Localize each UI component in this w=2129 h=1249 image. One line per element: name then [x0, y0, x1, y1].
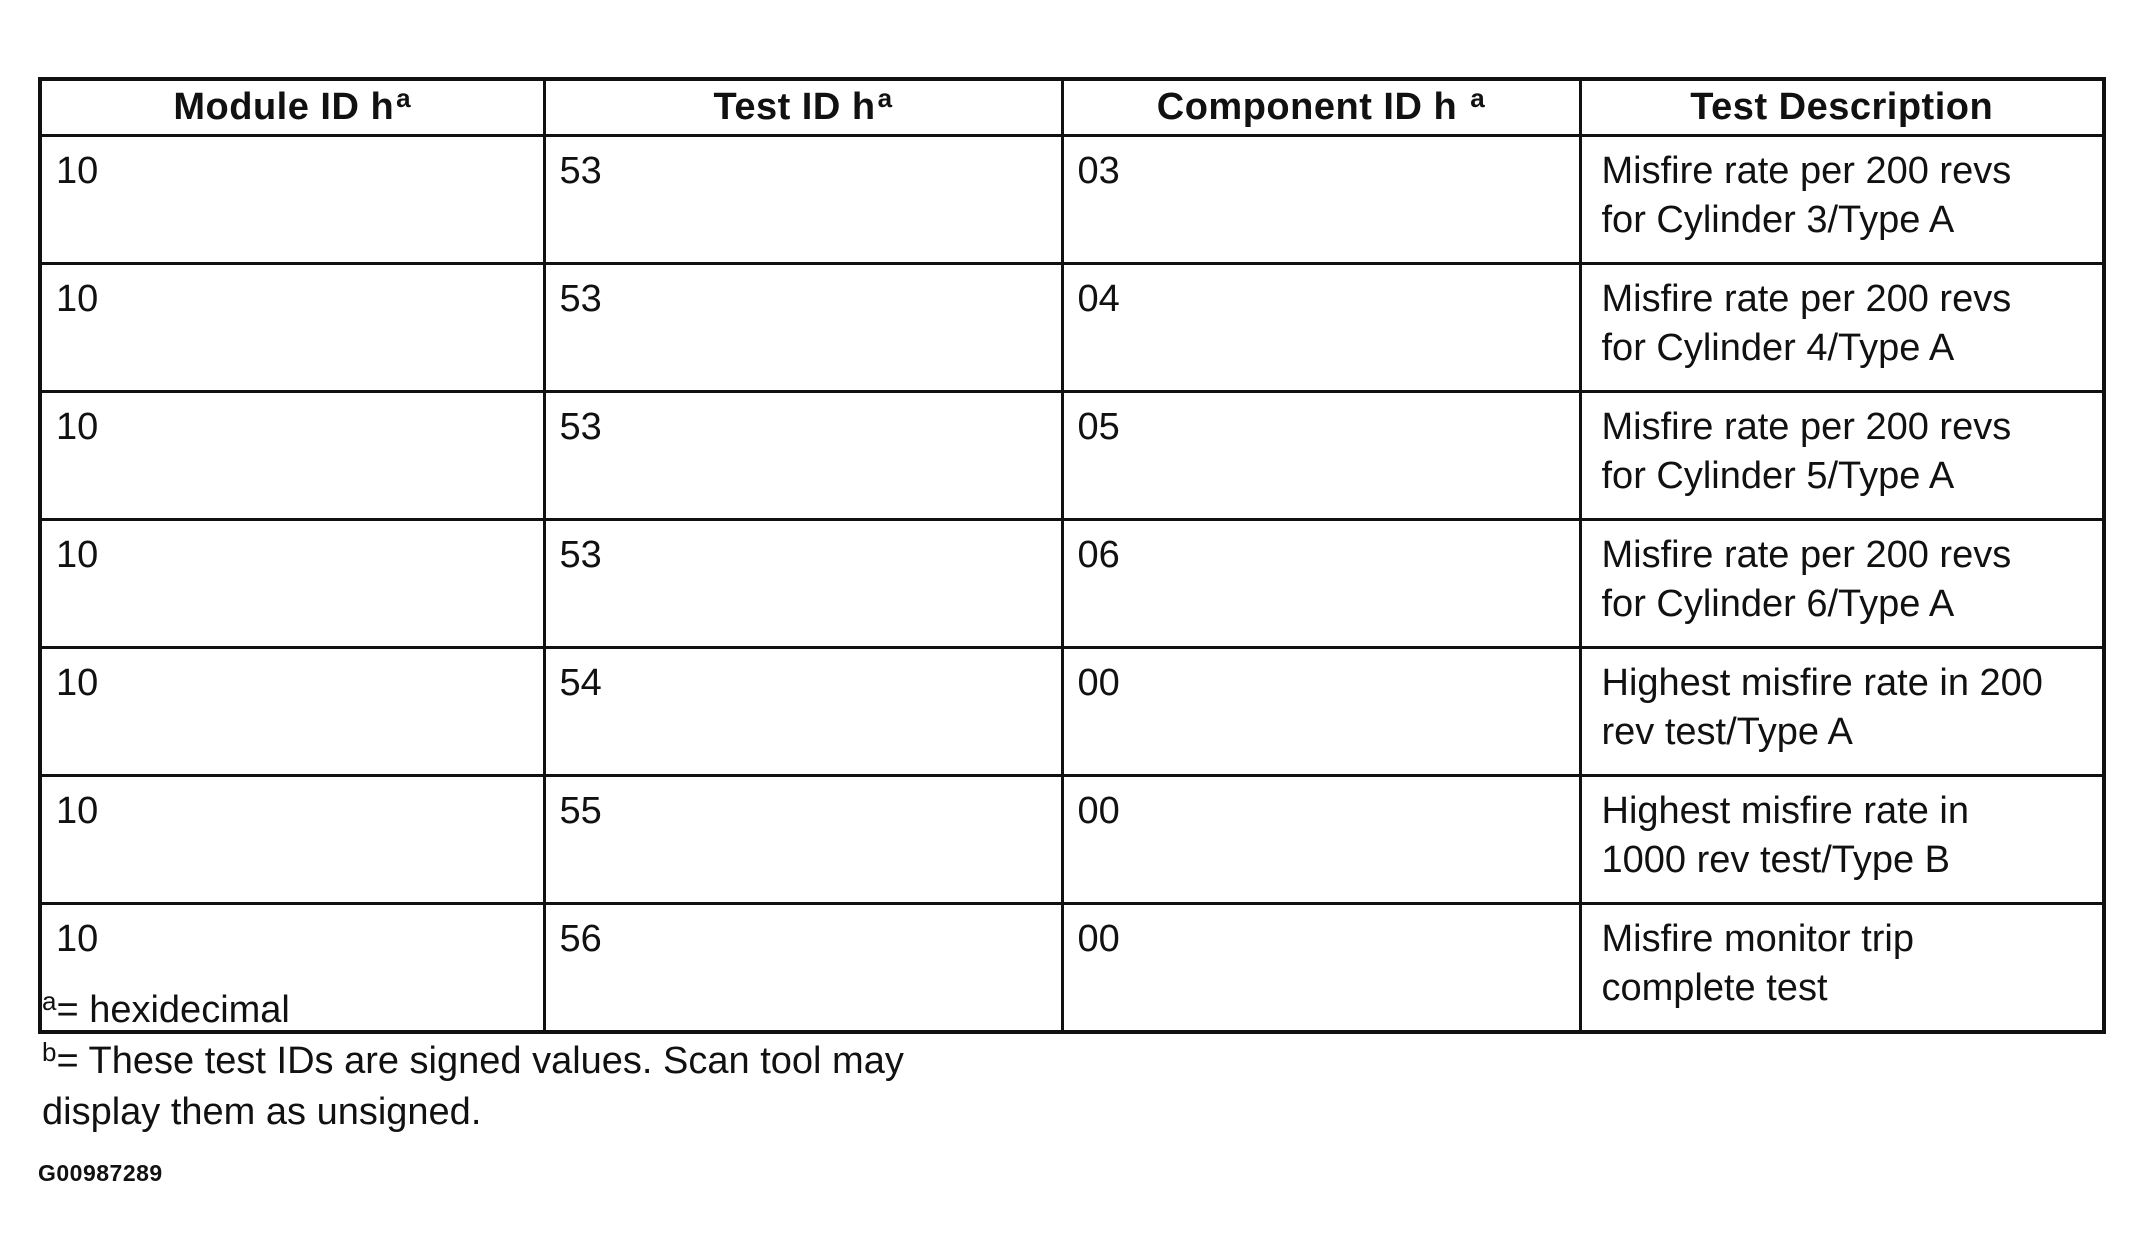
desc-line-1: Highest misfire rate in 200	[1601, 662, 2043, 704]
header-component-id	[1062, 79, 1580, 136]
cell-test-description	[1580, 520, 2104, 648]
cell-component-id: 00	[1062, 904, 1580, 1033]
footnote-a-marker: a	[42, 986, 57, 1016]
cell-test-description	[1580, 904, 2104, 1033]
cell-module-id: 10	[40, 904, 544, 1033]
header-component-id-sup: a	[1470, 83, 1486, 113]
table-row	[40, 520, 2104, 648]
table-row	[40, 136, 2104, 264]
footnote-b-text-line1: = These test IDs are signed values. Scan tool may	[56, 1040, 904, 1082]
cell-module-id: 10	[40, 520, 544, 648]
desc-line-1: Misfire rate per 200 revs	[1601, 278, 2012, 320]
test-id-table	[38, 77, 2106, 1034]
cell-test-description	[1580, 264, 2104, 392]
footnote-a-text: = hexidecimal	[56, 989, 290, 1031]
desc-line-1: Misfire rate per 200 revs	[1601, 534, 2012, 576]
header-test-id-label: Test ID h	[713, 86, 876, 128]
cell-test-id: 53	[544, 136, 1062, 264]
footnote-b-marker: b	[42, 1037, 57, 1067]
desc-line-2: complete test	[1601, 967, 1828, 1009]
table-row	[40, 648, 2104, 776]
cell-component-id: 00	[1062, 776, 1580, 904]
cell-test-description	[1580, 776, 2104, 904]
cell-test-id: 56	[544, 904, 1062, 1033]
cell-component-id: 00	[1062, 648, 1580, 776]
figure-id: G00987289	[38, 1160, 163, 1186]
table-row	[40, 264, 2104, 392]
footnotes	[42, 985, 1142, 1138]
desc-line-2: 1000 rev test/Type B	[1601, 839, 1951, 881]
table-header-row	[40, 79, 2104, 136]
desc-line-1: Misfire monitor trip	[1601, 918, 1914, 960]
header-test-description-label: Test Description	[1690, 86, 1994, 128]
header-component-id-label: Component ID h	[1156, 86, 1469, 128]
footnote-b	[42, 1036, 1142, 1087]
desc-line-2: for Cylinder 3/Type A	[1601, 199, 1955, 241]
cell-component-id: 05	[1062, 392, 1580, 520]
cell-component-id: 04	[1062, 264, 1580, 392]
desc-line-2: for Cylinder 6/Type A	[1601, 583, 1955, 625]
desc-line-2: for Cylinder 4/Type A	[1601, 327, 1955, 369]
cell-module-id: 10	[40, 392, 544, 520]
cell-component-id: 03	[1062, 136, 1580, 264]
header-test-id	[544, 79, 1062, 136]
footnote-a	[42, 985, 1142, 1036]
cell-module-id: 10	[40, 776, 544, 904]
desc-line-1: Highest misfire rate in	[1601, 790, 1969, 832]
table-row	[40, 776, 2104, 904]
desc-line-2: for Cylinder 5/Type A	[1601, 455, 1955, 497]
desc-line-1: Misfire rate per 200 revs	[1601, 150, 2012, 192]
table-row	[40, 392, 2104, 520]
header-module-id	[40, 79, 544, 136]
cell-test-description	[1580, 136, 2104, 264]
header-test-id-sup: a	[877, 83, 893, 113]
cell-test-id: 55	[544, 776, 1062, 904]
header-module-id-label: Module ID h	[173, 86, 395, 128]
cell-module-id: 10	[40, 264, 544, 392]
cell-test-description	[1580, 392, 2104, 520]
header-test-description	[1580, 79, 2104, 136]
cell-test-id: 53	[544, 520, 1062, 648]
desc-line-1: Misfire rate per 200 revs	[1601, 406, 2012, 448]
header-module-id-sup: a	[396, 83, 412, 113]
cell-test-id: 53	[544, 264, 1062, 392]
cell-component-id: 06	[1062, 520, 1580, 648]
cell-test-description	[1580, 648, 2104, 776]
cell-test-id: 54	[544, 648, 1062, 776]
footnote-b-continued: display them as unsigned.	[42, 1091, 482, 1133]
desc-line-2: rev test/Type A	[1601, 711, 1853, 753]
cell-module-id: 10	[40, 648, 544, 776]
cell-module-id: 10	[40, 136, 544, 264]
cell-test-id: 53	[544, 392, 1062, 520]
